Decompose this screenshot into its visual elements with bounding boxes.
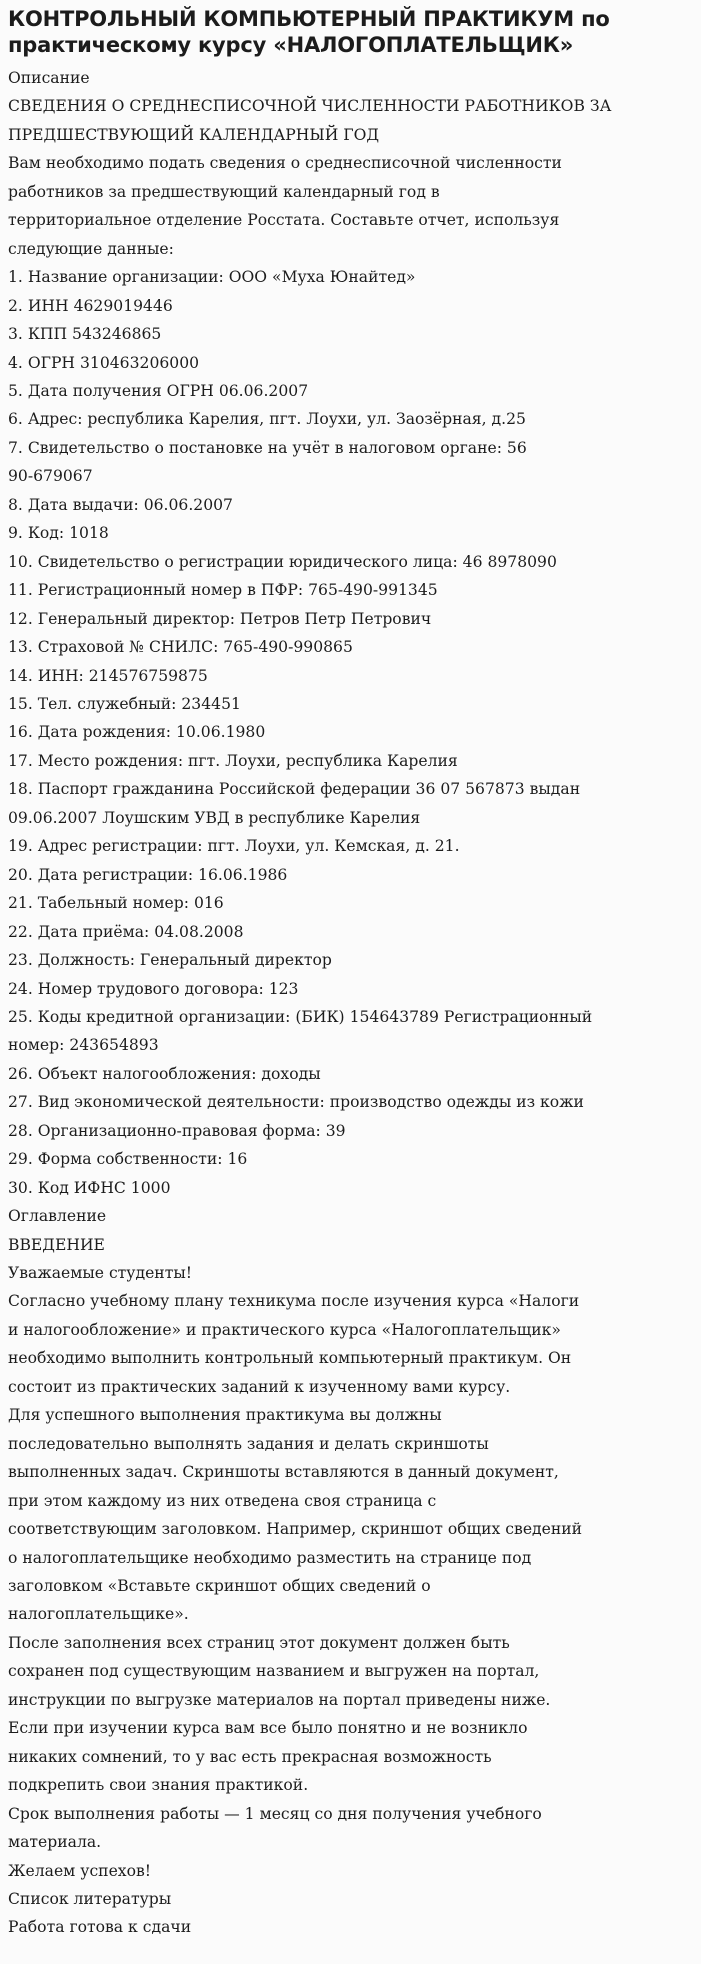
document-line: подкрепить свои знания практикой. [8, 1776, 309, 1795]
document-line: После заполнения всех страниц этот документ должен быть [8, 1633, 510, 1652]
document-line: номер: 243654893 [8, 1036, 159, 1055]
document-line: материала. [8, 1833, 102, 1852]
document-line: Для успешного выполнения практикума вы должны [8, 1406, 442, 1425]
document-line: работников за предшествующий календарный год в [8, 182, 440, 201]
document-line: следующие данные: [8, 239, 174, 258]
document-line: 18. Паспорт гражданина Российской федерации 36 07 567873 выдан [8, 780, 581, 799]
document-line: 10. Свидетельство о регистрации юридического лица: 46 8978090 [8, 552, 557, 571]
document-line: заголовком «Вставьте скриншот общих сведений о [8, 1577, 431, 1596]
document-line: 12. Генеральный директор: Петров Петр Петрович [8, 609, 432, 628]
document-line: 5. Дата получения ОГРН 06.06.2007 [8, 381, 309, 400]
document-line: Работа готова к сдачи [8, 1918, 192, 1937]
document-line: 17. Место рождения: пгт. Лоухи, республика Карелия [8, 751, 458, 770]
document-line: 2. ИНН 4629019446 [8, 296, 173, 315]
document-line: СВЕДЕНИЯ О СРЕДНЕСПИСОЧНОЙ ЧИСЛЕННОСТИ РАБОТНИКОВ ЗА [8, 97, 612, 116]
document-line: Оглавление [8, 1207, 107, 1226]
document-line: 11. Регистрационный номер в ПФР: 765-490-991345 [8, 581, 438, 600]
document-line: ПРЕДШЕСТВУЮЩИЙ КАЛЕНДАРНЫЙ ГОД [8, 125, 380, 144]
document-line: инструкции по выгрузке материалов на портал приведены ниже. [8, 1690, 551, 1709]
document-line: 14. ИНН: 214576759875 [8, 666, 208, 685]
document-line: при этом каждому из них отведена своя страница с [8, 1491, 437, 1510]
document-line: 09.06.2007 Лоушским УВД в республике Карелия [8, 808, 421, 827]
document-line: Список литературы [8, 1890, 172, 1908]
document-line: состоит из практических заданий к изученному вами курсу. [8, 1377, 511, 1396]
document-line: 9. Код: 1018 [8, 524, 109, 543]
document-line: 25. Коды кредитной организации: (БИК) 154643789 Регистрационный [8, 1007, 593, 1026]
document-line: выполненных задач. Скриншоты вставляются в данный документ, [8, 1463, 559, 1482]
document-line: о налогоплательщике необходимо разместить на странице под [8, 1548, 532, 1567]
document-line: ВВЕДЕНИЕ [8, 1235, 105, 1254]
document-line: Согласно учебному плану техникума после изучения курса «Налоги [8, 1292, 580, 1311]
document-line: 19. Адрес регистрации: пгт. Лоухи, ул. Кемская, д. 21. [8, 837, 460, 856]
document-line: 3. КПП 543246865 [8, 325, 162, 344]
document-line: 8. Дата выдачи: 06.06.2007 [8, 495, 233, 514]
document-line: 4. ОГРН 310463206000 [8, 353, 200, 372]
document-line: необходимо выполнить контрольный компьютерный практикум. Он [8, 1349, 572, 1368]
document-line: территориальное отделение Росстата. Составьте отчет, используя [8, 211, 560, 230]
document-page [8, 6, 693, 1942]
document-line: Если при изучении курса вам все было понятно и не возникло [8, 1719, 528, 1738]
document-line: Уважаемые студенты! [8, 1264, 193, 1283]
document-line: 30. Код ИФНС 1000 [8, 1178, 171, 1197]
document-line: 28. Организационно-правовая форма: 39 [8, 1121, 346, 1140]
document-line: 6. Адрес: республика Карелия, пгт. Лоухи, ул. Заозёрная, д.25 [8, 410, 526, 429]
document-line: 1. Название организации: ООО «Муха Юнайтед» [8, 268, 416, 287]
document-line: 26. Объект налогообложения: доходы [8, 1064, 321, 1083]
document-line: сохранен под существующим названием и выгружен на портал, [8, 1662, 540, 1681]
document-line: 20. Дата регистрации: 16.06.1986 [8, 865, 288, 884]
document-line: 7. Свидетельство о постановке на учёт в налоговом органе: 56 [8, 438, 527, 457]
document-line: Срок выполнения работы — 1 месяц со дня получения учебного [8, 1804, 542, 1823]
document-body [8, 64, 693, 1942]
document-line: 13. Страховой № СНИЛС: 765-490-990865 [8, 638, 353, 657]
document-line: налогоплательщике». [8, 1605, 189, 1624]
document-line: соответствующим заголовком. Например, скриншот общих сведений [8, 1520, 583, 1539]
document-title: КОНТРОЛЬНЫЙ КОМПЬЮТЕРНЫЙ ПРАКТИКУМ по практическому курсу «НАЛОГОПЛАТЕЛЬЩИК» [8, 7, 610, 57]
document-line: Описание [8, 69, 90, 87]
document-line: 29. Форма собственности: 16 [8, 1150, 248, 1169]
document-line: 16. Дата рождения: 10.06.1980 [8, 723, 266, 742]
document-line: никаких сомнений, то у вас есть прекрасная возможность [8, 1747, 492, 1766]
document-line: 23. Должность: Генеральный директор [8, 951, 332, 970]
document-line: 24. Номер трудового договора: 123 [8, 979, 299, 998]
document-line: 15. Тел. служебный: 234451 [8, 694, 241, 713]
document-line: 90-679067 [8, 467, 93, 486]
document-line: 22. Дата приёма: 04.08.2008 [8, 922, 244, 941]
document-line: Желаем успехов! [8, 1861, 152, 1880]
document-line: и налогообложение» и практического курса «Налогоплательщик» [8, 1320, 561, 1339]
document-line: последовательно выполнять задания и делать скриншоты [8, 1434, 489, 1453]
document-line: 21. Табельный номер: 016 [8, 894, 224, 913]
document-line: Вам необходимо подать сведения о среднесписочной численности [8, 154, 562, 173]
document-line: 27. Вид экономической деятельности: производство одежды из кожи [8, 1093, 584, 1112]
